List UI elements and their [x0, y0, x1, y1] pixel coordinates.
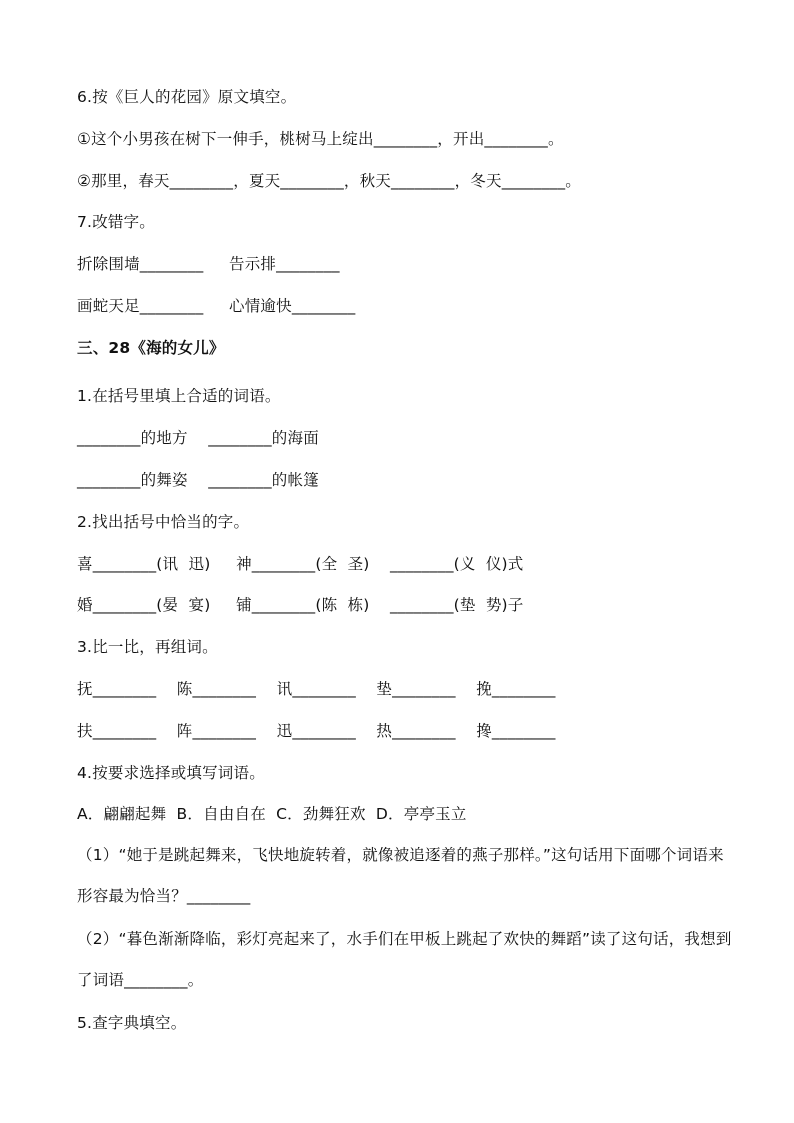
- section-3-question-2-title: 2.找出括号中恰当的字。: [77, 513, 250, 531]
- section-3-question-1-title: 1.在括号里填上合适的词语。: [77, 387, 281, 405]
- section-3-question-2-row-2: 婚________(晏 宴) 铺________(陈 栋) ________(垫 势)子: [77, 596, 524, 614]
- section-3-question-3-row-1: 抚________ 陈________ 讯________ 垫________ 挽________: [77, 680, 556, 698]
- section-3-question-4-options: A．翩翩起舞 B．自由自在 C．劲舞狂欢 D．亭亭玉立: [77, 805, 467, 823]
- section-3-question-4-sub-2: （2）“暮色渐渐降临，彩灯亮起来了，水手们在甲板上跳起了欢快的舞蹈”读了这句话，我想到了词语________。: [77, 930, 732, 989]
- section-3-question-4-title: 4.按要求选择或填写词语。: [77, 764, 265, 782]
- question-6-title: 6.按《巨人的花园》原文填空。: [77, 88, 297, 106]
- section-3-question-3-row-2: 扶________ 阵________ 迅________ 热________ 搀________: [77, 722, 556, 740]
- section-3-question-1-row-2: ________的舞姿 ________的帐篷: [77, 471, 319, 489]
- question-6-item-2: ②那里，春天________，夏天________，秋天________，冬天________。: [77, 172, 581, 190]
- section-3-question-5-title: 5.查字典填空。: [77, 1014, 187, 1032]
- section-3-question-3-title: 3.比一比，再组词。: [77, 638, 218, 656]
- section-3-heading: 三、28《海的女儿》: [77, 339, 225, 357]
- question-7-row-1: 折除围墙________ 告示排________: [77, 255, 340, 273]
- section-3-question-2-row-1: 喜________(讯 迅) 神________(全 圣) ________(义 仪)式: [77, 555, 524, 573]
- question-6-item-1: ①这个小男孩在树下一伸手，桃树马上绽出________，开出________。: [77, 130, 564, 148]
- section-3-question-1-row-1: ________的地方 ________的海面: [77, 429, 319, 447]
- section-3-question-4-sub-1: （1）“她于是跳起舞来，飞快地旋转着，就像被追逐着的燕子那样。”这句话用下面哪个词语来形容最为恰当？________: [77, 846, 724, 905]
- question-7-title: 7.改错字。: [77, 213, 155, 231]
- question-7-row-2: 画蛇天足________ 心情逾快________: [77, 297, 356, 315]
